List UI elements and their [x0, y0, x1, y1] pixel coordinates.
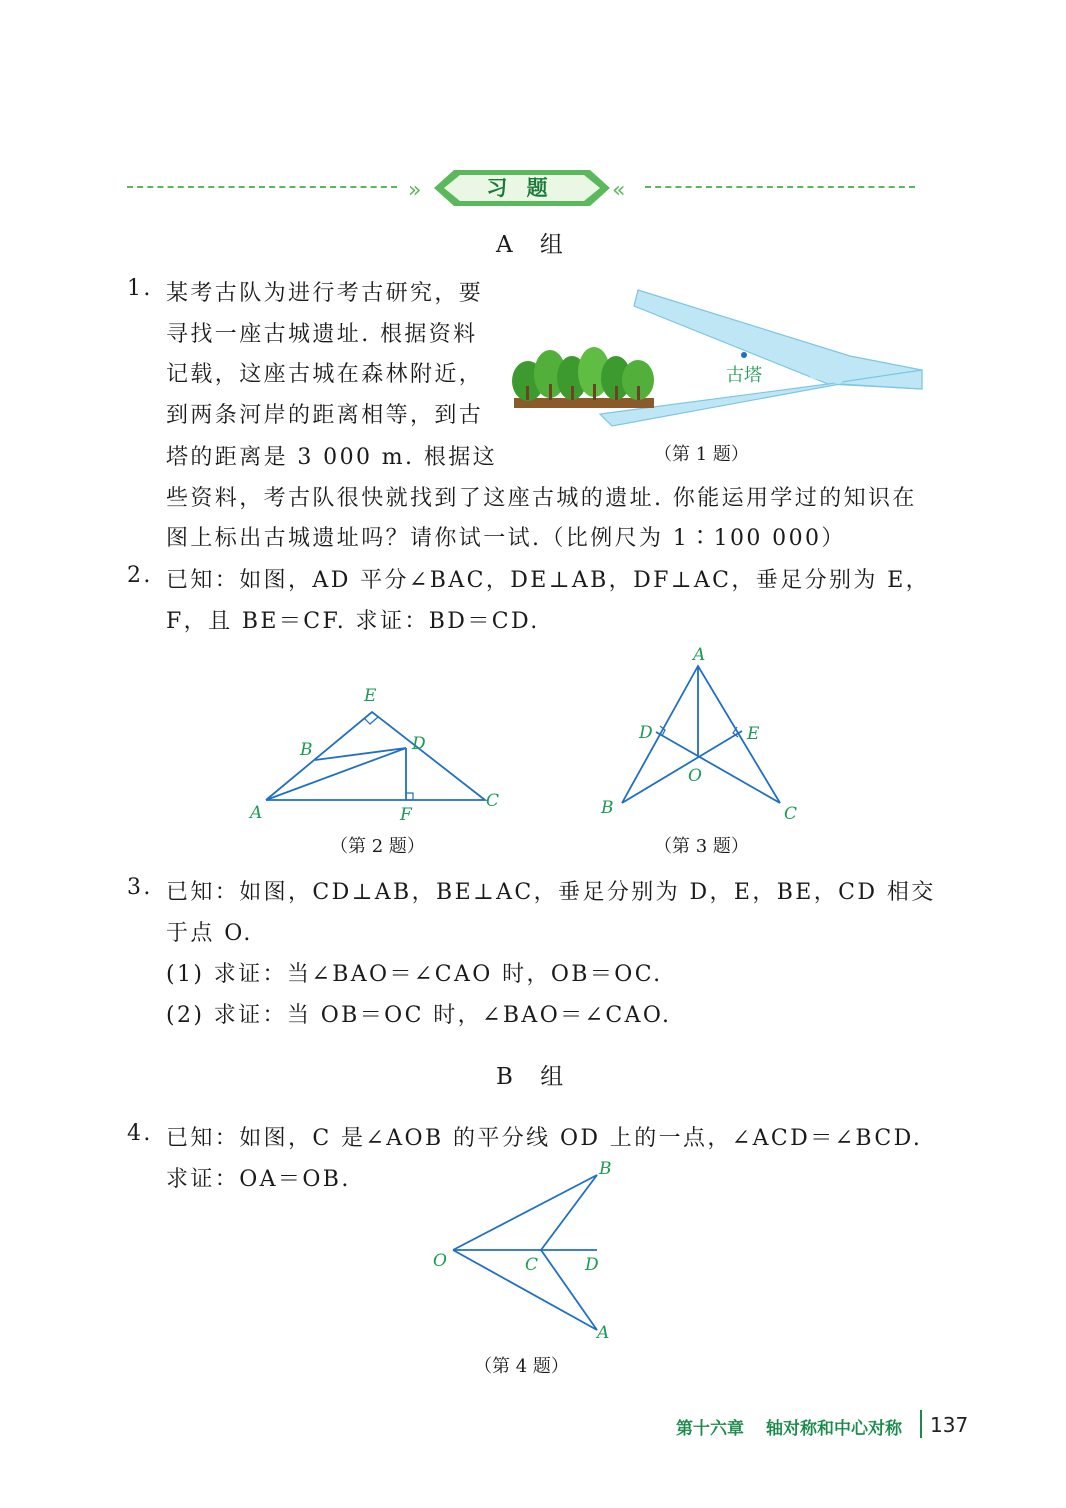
label-D: D	[639, 723, 653, 743]
upper-river	[634, 290, 922, 389]
problem-1-line-1: 某考古队为进行考古研究，要	[166, 281, 484, 306]
problem-1-line-3: 记载，这座古城在森林附近，	[166, 362, 484, 387]
label-C: C	[525, 1255, 539, 1275]
problem-4-line-2: 求证：OA＝OB.	[166, 1167, 351, 1192]
label-E: E	[364, 686, 377, 706]
figure-4-caption: （第 4 题）	[474, 1356, 569, 1377]
header-dash-right	[645, 186, 915, 188]
header-title: 习 题	[486, 176, 554, 200]
problem-1-line-2: 寻找一座古城遗址. 根据资料	[166, 322, 478, 347]
label-A: A	[250, 803, 263, 823]
figure-4	[425, 1155, 635, 1345]
problem-1-line-5: 塔的距离是 3 000 m. 根据这	[166, 445, 498, 470]
problem-1-number: 1.	[127, 276, 153, 301]
label-E: E	[747, 724, 760, 744]
footer-title: 轴对称和中心对称	[766, 1419, 902, 1439]
problem-3-part-2: (2) 求证：当 OB＝OC 时，∠BAO＝∠CAO.	[166, 1003, 672, 1028]
figure-2-caption: （第 2 题）	[330, 836, 425, 857]
tower-point	[741, 352, 747, 358]
figure-2	[240, 680, 520, 825]
forest-icon	[512, 347, 654, 408]
label-O: O	[688, 766, 702, 786]
figure-3-caption: （第 3 题）	[654, 836, 749, 857]
group-b-title: B 组	[496, 1064, 574, 1090]
footer-chapter: 第十六章	[676, 1419, 744, 1439]
problem-2-line-2: F，且 BE＝CF. 求证：BD＝CD.	[166, 609, 540, 634]
label-A: A	[597, 1323, 610, 1343]
tower-label: 古塔	[726, 365, 762, 386]
label-C: C	[486, 791, 500, 811]
problem-2-line-1: 已知：如图，AD 平分∠BAC，DE⊥AB，DF⊥AC，垂足分别为 E，	[166, 568, 931, 593]
problem-3-part-1: (1) 求证：当∠BAO＝∠CAO 时，OB＝OC.	[166, 962, 663, 987]
label-D: D	[585, 1255, 599, 1275]
problem-1-line-7: 图上标出古城遗址吗？请你试一试.（比例尺为 1∶100 000）	[166, 526, 846, 551]
label-B: B	[300, 740, 313, 760]
problem-3-line-2: 于点 O.	[166, 921, 253, 946]
svg-text:«: «	[612, 178, 626, 203]
label-A: A	[693, 645, 706, 665]
header-dash-left	[127, 186, 397, 188]
problem-1-line-6: 些资料，考古队很快就找到了这座古城的遗址. 你能运用学过的知识在	[166, 486, 917, 511]
problem-1-line-4: 到两条河岸的距离相等，到古	[166, 403, 484, 428]
figure-1-map	[510, 286, 925, 431]
label-D: D	[412, 734, 426, 754]
figure-1-caption: （第 1 题）	[654, 444, 749, 465]
group-a-title: A 组	[496, 232, 573, 258]
figure-3	[590, 640, 810, 830]
problem-3-line-1: 已知：如图，CD⊥AB，BE⊥AC，垂足分别为 D，E，BE，CD 相交	[166, 880, 936, 905]
problem-2-number: 2.	[127, 563, 153, 588]
label-F: F	[400, 805, 412, 825]
problem-4-number: 4.	[127, 1121, 153, 1146]
problem-3-number: 3.	[127, 875, 153, 900]
svg-text:»: »	[408, 178, 422, 203]
label-O: O	[433, 1251, 447, 1271]
page-number: 137	[930, 1413, 969, 1437]
label-B: B	[601, 798, 614, 818]
label-C: C	[784, 804, 798, 824]
problem-4-line-1: 已知：如图，C 是∠AOB 的平分线 OD 上的一点，∠ACD＝∠BCD.	[166, 1126, 923, 1151]
footer-divider	[920, 1410, 922, 1438]
label-B: B	[599, 1159, 612, 1179]
